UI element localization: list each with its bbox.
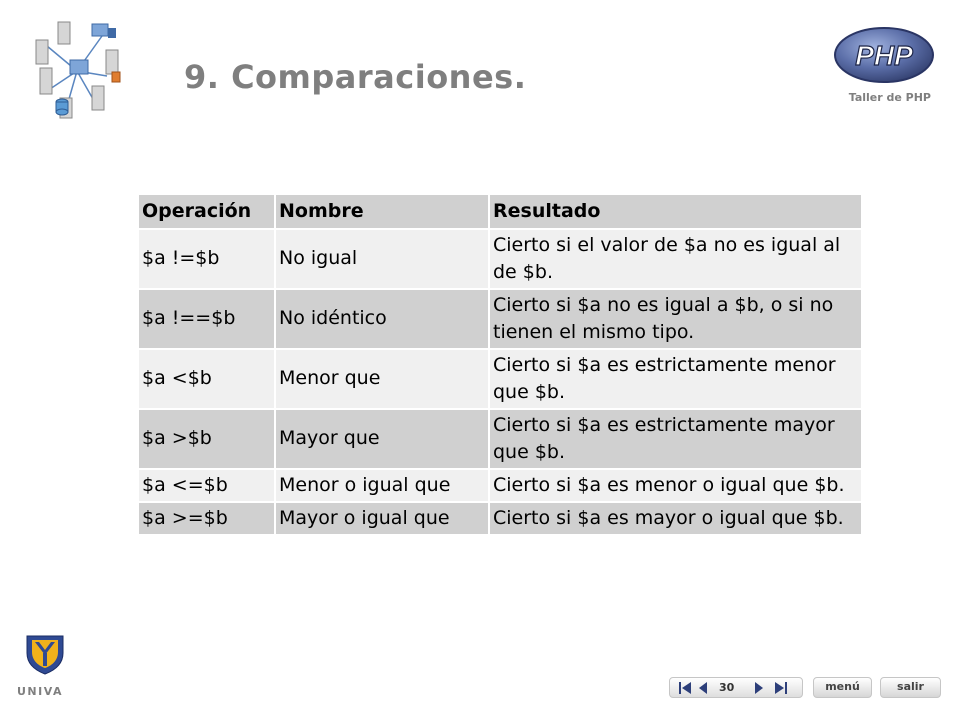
result-cell: Cierto si $a es menor o igual que $b. (489, 469, 862, 502)
next-page-icon[interactable] (754, 681, 764, 695)
comparison-table (137, 193, 863, 536)
first-page-icon[interactable] (678, 681, 692, 695)
table-row (138, 289, 862, 349)
php-logo (833, 26, 935, 84)
header-operation: Operación (138, 194, 275, 229)
name-cell: Menor o igual que (275, 469, 489, 502)
operation-cell: $a >$b (138, 409, 275, 469)
result-cell: Cierto si $a es estrictamente mayor que $b. (489, 409, 862, 469)
course-label: Taller de PHP (848, 91, 931, 104)
page-title: 9. Comparaciones. (184, 58, 527, 96)
table-row (138, 229, 862, 289)
operation-cell: $a <$b (138, 349, 275, 409)
operation-cell: $a <=$b (138, 469, 275, 502)
table-header-row (138, 194, 862, 229)
result-cell: Cierto si $a es estrictamente menor que $b. (489, 349, 862, 409)
table-row (138, 409, 862, 469)
menu-button[interactable]: menú (813, 677, 872, 698)
operation-cell: $a >=$b (138, 502, 275, 535)
result-cell: Cierto si el valor de $a no es igual al de $b. (489, 229, 862, 289)
name-cell: Mayor o igual que (275, 502, 489, 535)
page-navigation-bar (669, 677, 803, 698)
php-logo-text: PHP (855, 40, 913, 71)
exit-button[interactable]: salir (880, 677, 941, 698)
result-cell: Cierto si $a no es igual a $b, o si no tienen el mismo tipo. (489, 289, 862, 349)
header-name: Nombre (275, 194, 489, 229)
table-row (138, 469, 862, 502)
last-page-icon[interactable] (774, 681, 788, 695)
table-row (138, 502, 862, 535)
univa-shield-logo (25, 633, 65, 675)
univa-label: UNIVA (17, 685, 64, 698)
result-cell: Cierto si $a es mayor o igual que $b. (489, 502, 862, 535)
name-cell: No idéntico (275, 289, 489, 349)
network-servers-icon (22, 16, 132, 126)
table-row (138, 349, 862, 409)
name-cell: Menor que (275, 349, 489, 409)
name-cell: Mayor que (275, 409, 489, 469)
operation-cell: $a !==$b (138, 289, 275, 349)
name-cell: No igual (275, 229, 489, 289)
operation-cell: $a !=$b (138, 229, 275, 289)
previous-page-icon[interactable] (698, 681, 708, 695)
header-result: Resultado (489, 194, 862, 229)
page-number: 30 (719, 681, 735, 694)
